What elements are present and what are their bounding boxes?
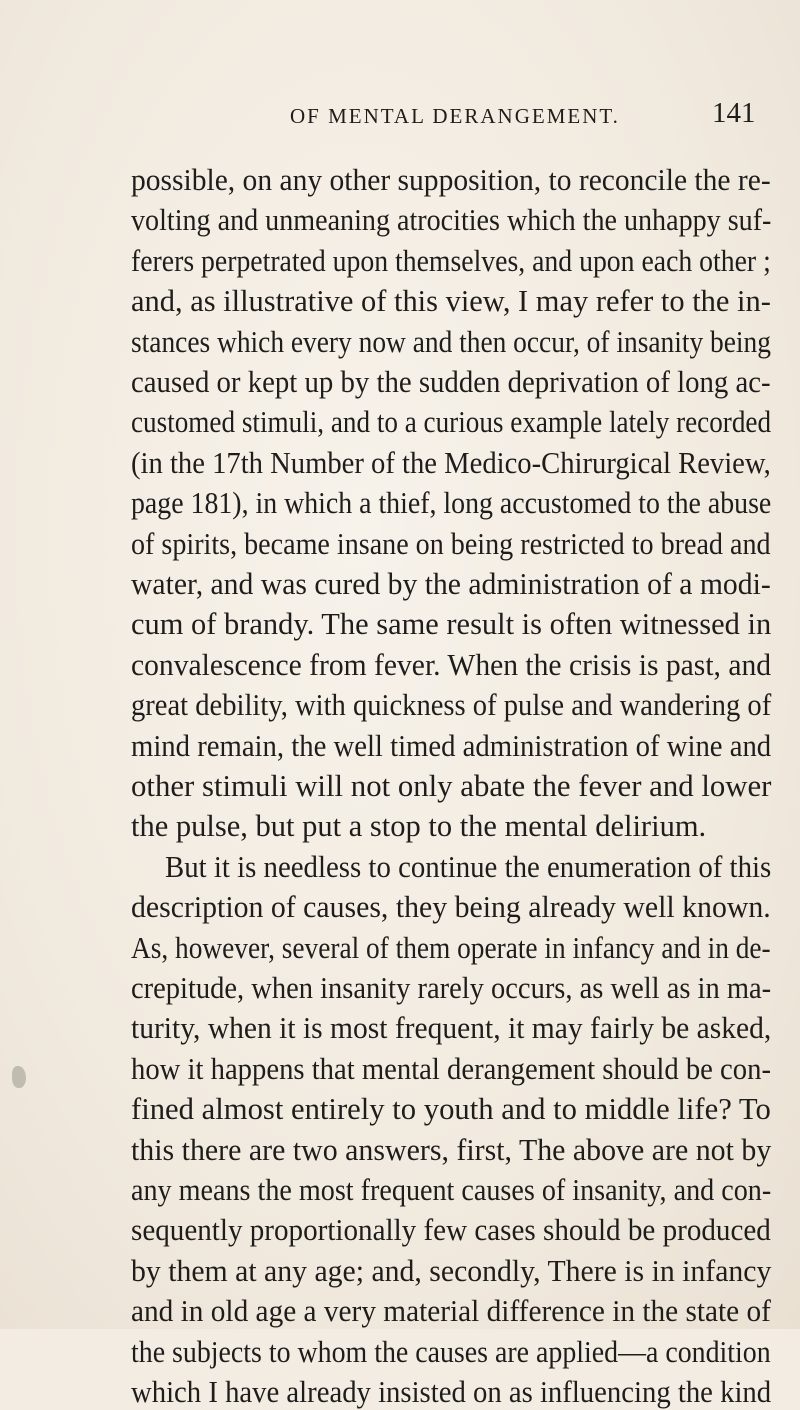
- text-line: customed stimuli, and to a curious example lately recorded: [131, 405, 772, 440]
- text-line: page 181), in which a thief, long accustomed to the abuse: [131, 486, 772, 521]
- text-line: convalescence from fever. When the crisis is past, and: [131, 647, 772, 682]
- text-line: this there are two answers, first, The above are not by: [131, 1132, 772, 1167]
- text-line: mind remain, the well timed administration of wine and: [131, 728, 772, 763]
- text-line: how it happens that mental derangement should be con-: [131, 1051, 771, 1086]
- text-line: great debility, with quickness of pulse and wandering of: [131, 688, 772, 723]
- text-line: stances which every now and then occur, of insanity being: [131, 324, 771, 359]
- text-line: by them at any age; and, secondly, There is in infancy: [131, 1253, 772, 1288]
- text-line: the pulse, but put a stop to the mental delirium.: [131, 809, 707, 844]
- text-line: other stimuli will not only abate the fever and lower: [131, 769, 772, 803]
- text-line: which I have already insisted on as influencing the kind: [131, 1375, 772, 1409]
- text-line: and, as illustrative of this view, I may refer to the in-: [131, 284, 771, 319]
- page-number: 141: [712, 97, 756, 129]
- text-line: the subjects to whom the causes are applied—a condition: [131, 1334, 771, 1369]
- text-line: any means the most frequent causes of insanity, and con-: [131, 1173, 772, 1207]
- text-line: crepitude, when insanity rarely occurs, as well as in ma-: [131, 971, 772, 1005]
- text-line: cum of brandy. The same result is often witnessed in: [131, 607, 772, 642]
- text-line: (in the 17th Number of the Medico-Chirurgical Review,: [131, 445, 771, 480]
- text-line: and in old age a very material difference in the state of: [131, 1294, 771, 1329]
- text-line: fined almost entirely to youth and to middle life? To: [131, 1092, 771, 1127]
- text-line: But it is needless to continue the enumeration of this: [165, 849, 772, 884]
- text-line: description of causes, they being already well known.: [131, 890, 771, 925]
- text-line: As, however, several of them operate in infancy and in de-: [131, 930, 771, 965]
- paper-stain: [12, 1066, 26, 1088]
- text-line: water, and was cured by the administration of a modi-: [131, 567, 771, 601]
- text-line: of spirits, became insane on being restricted to bread and: [131, 526, 771, 561]
- text-line: ferers perpetrated upon themselves, and upon each other ;: [131, 243, 771, 278]
- text-line: caused or kept up by the sudden deprivation of long ac-: [131, 365, 771, 399]
- text-line: possible, on any other supposition, to reconcile the re-: [131, 163, 771, 197]
- text-line: sequently proportionally few cases should be produced: [131, 1213, 771, 1248]
- text-line: turity, when it is most frequent, it may fairly be asked,: [131, 1011, 772, 1046]
- running-head: OF MENTAL DERANGEMENT.: [290, 104, 620, 128]
- text-line: volting and unmeaning atrocities which the unhappy suf-: [131, 203, 772, 238]
